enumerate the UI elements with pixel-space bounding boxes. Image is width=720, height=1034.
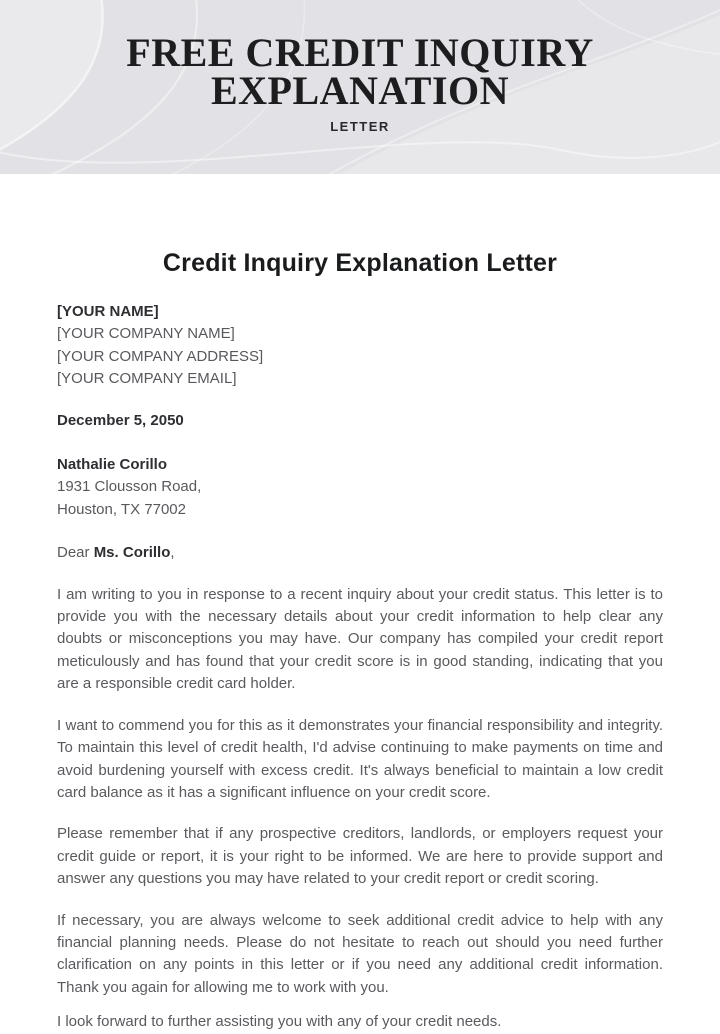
banner (0, 0, 720, 174)
banner-title (0, 30, 720, 113)
letter-title: Credit Inquiry Explanation Letter (162, 249, 558, 277)
sender-company-name-placeholder: [YOUR COMPANY NAME] (57, 325, 235, 343)
paragraph-1: I am writing to you in response to a recent inquiry about your credit status. This letter is to provide you with the necessary details about your credit information to help clear any doubts or misconceptions you may have. Our company has compiled your credit report meticulously and has found that your credit score is in good standing, indicating that you are a responsible credit card holder. (57, 585, 663, 693)
letter-body (0, 246, 720, 1034)
banner-text (0, 0, 720, 134)
banner-title-line1: FREE CREDIT INQUIRY (126, 30, 594, 75)
banner-subtitle: LETTER (330, 119, 390, 134)
salutation-name: Ms. Corillo (93, 544, 171, 562)
recipient-address-line1: 1931 Clousson Road, (57, 478, 202, 496)
salutation (57, 542, 663, 564)
sender-company-email-placeholder: [YOUR COMPANY EMAIL] (57, 370, 237, 388)
salutation-suffix: , (170, 544, 175, 562)
paragraph-4: If necessary, you are always welcome to seek additional credit advice to help with any financial planning needs. Please do not hesitate to reach out should you need further clarification on any points in this letter or if you need any additional credit information. Thank you again for allowing me to work with you. (57, 911, 663, 996)
sender-name-placeholder: [YOUR NAME] (57, 303, 159, 320)
paragraph-partial: I look forward to further assisting you with any of your credit needs. (57, 1013, 502, 1031)
recipient-block (57, 454, 663, 521)
paragraph-2: I want to commend you for this as it demonstrates your financial responsibility and integrity. To maintain this level of credit health, I'd advise continuing to make payments on time and avoid burdening yourself with excess credit. It's always beneficial to maintain a low credit card balance as it has a significant influence on your credit score. (57, 716, 663, 801)
sender-company-address-placeholder: [YOUR COMPANY ADDRESS] (57, 347, 264, 365)
recipient-address-line2: Houston, TX 77002 (57, 500, 186, 518)
recipient-name: Nathalie Corillo (57, 456, 168, 474)
letter-date: December 5, 2050 (57, 411, 184, 429)
sender-block (57, 301, 663, 391)
paragraph-3: Please remember that if any prospective creditors, landlords, or employers request your credit guide or report, it is your right to be informed. We are here to provide support and answer any questions you may have related to your credit report or credit scoring. (57, 825, 663, 888)
salutation-prefix: Dear (57, 544, 94, 562)
banner-title-line2: EXPLANATION (210, 68, 510, 113)
